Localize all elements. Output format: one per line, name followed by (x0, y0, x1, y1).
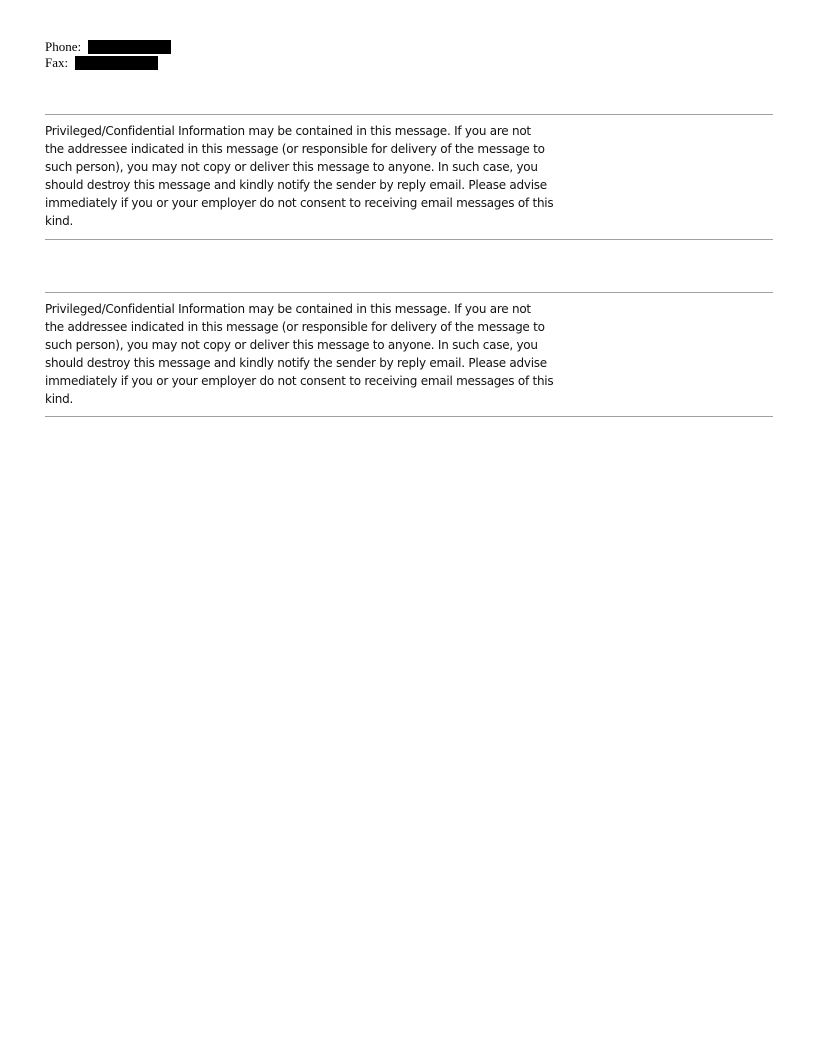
disclaimer-line: kind. (45, 392, 74, 406)
fax-label: Fax: (45, 55, 69, 70)
confidentiality-disclaimer (45, 300, 575, 408)
disclaimer-line: immediately if you or your employer do not consent to receiving email messages of this (45, 374, 554, 388)
divider-top-2 (45, 292, 773, 293)
phone-label: Phone: (45, 39, 82, 54)
fax-redaction (75, 56, 158, 70)
fax-row (45, 55, 171, 71)
disclaimer-line: Privileged/Confidential Information may be contained in this message. If you are not (45, 124, 531, 138)
divider-bottom-2 (45, 416, 773, 417)
disclaimer-line: should destroy this message and kindly notify the sender by reply email. Please advise (45, 356, 547, 370)
disclaimer-line: the addressee indicated in this message (or responsible for delivery of the message to (45, 320, 545, 334)
disclaimer-line: kind. (45, 214, 74, 228)
phone-redaction (88, 40, 171, 54)
disclaimer-line: such person), you may not copy or deliver this message to anyone. In such case, you (45, 160, 538, 174)
contact-block (45, 39, 171, 71)
phone-row (45, 39, 171, 55)
divider-bottom-1 (45, 239, 773, 240)
disclaimer-line: should destroy this message and kindly notify the sender by reply email. Please advise (45, 178, 547, 192)
confidentiality-disclaimer (45, 122, 575, 230)
divider-top-1 (45, 114, 773, 115)
disclaimer-line: Privileged/Confidential Information may be contained in this message. If you are not (45, 302, 531, 316)
disclaimer-line: immediately if you or your employer do not consent to receiving email messages of this (45, 196, 554, 210)
disclaimer-line: such person), you may not copy or deliver this message to anyone. In such case, you (45, 338, 538, 352)
disclaimer-line: the addressee indicated in this message (or responsible for delivery of the message to (45, 142, 545, 156)
